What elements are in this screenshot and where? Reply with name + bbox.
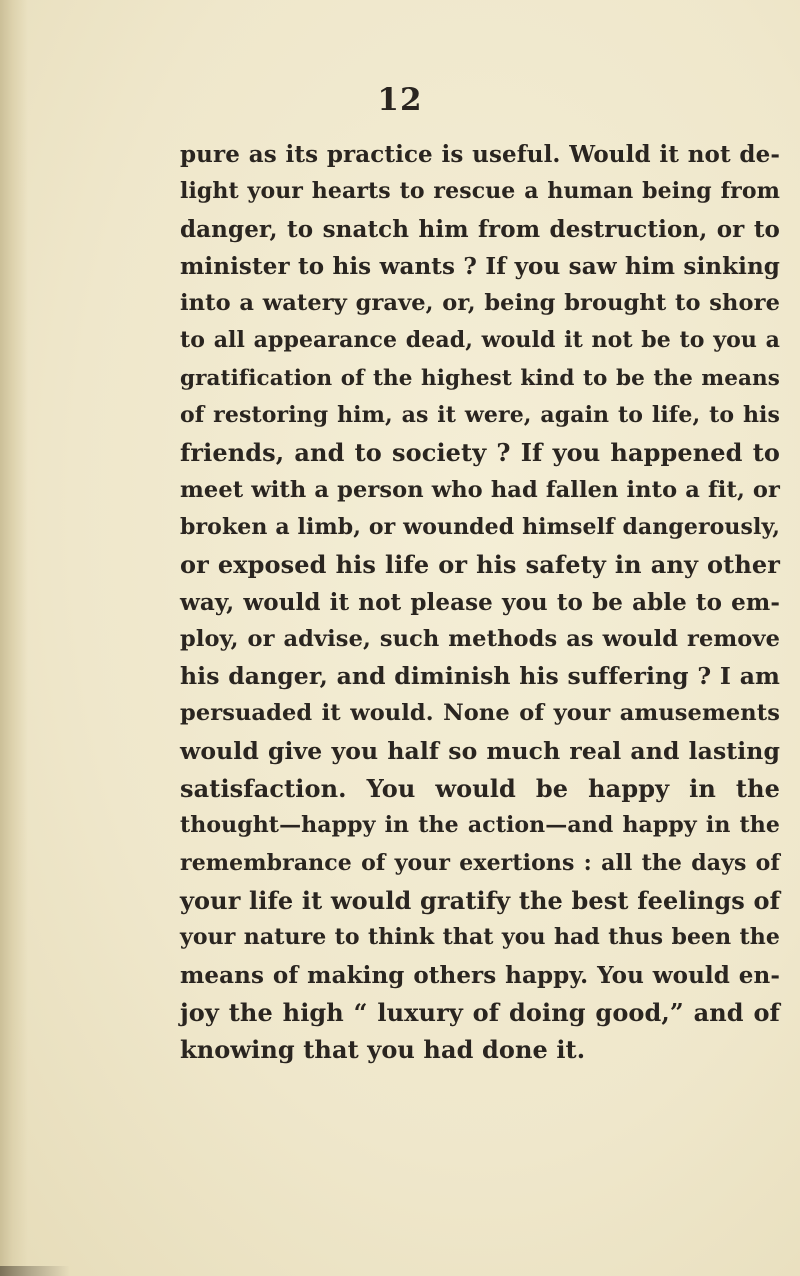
text-line: joy the high “ luxury of doing good,” and of <box>180 997 780 1027</box>
page-number: 12 <box>377 82 423 118</box>
text-line: friends, and to society ? If you happened to <box>180 438 780 468</box>
text-line: broken a limb, or wounded himself dangerously, <box>180 513 780 540</box>
text-line: into a watery grave, or, being brought to shore <box>180 290 780 317</box>
text-line: persuaded it would. None of your amusements <box>180 700 780 727</box>
binding-shadow <box>0 0 28 1276</box>
text-line: your nature to think that you had thus been the <box>180 924 780 951</box>
text-line: pure as its practice is useful. Would it not de- <box>180 141 780 168</box>
text-line: satisfaction. You would be happy in the <box>180 774 780 804</box>
text-line: his danger, and diminish his suffering ? I am <box>180 662 780 691</box>
body-text <box>180 136 780 1068</box>
text-line: way, would it not please you to be able to em- <box>180 588 780 616</box>
text-line: meet with a person who had fallen into a fit, or <box>180 476 780 503</box>
text-line: danger, to snatch him from destruction, or to <box>180 215 780 243</box>
text-line: your life it would gratify the best feelings of <box>180 885 780 915</box>
text-line: means of making others happy. You would en- <box>180 961 780 989</box>
text-line: remembrance of your exertions : all the days of <box>180 849 780 876</box>
text-line: would give you half so much real and lasting <box>180 736 780 765</box>
text-line: minister to his wants ? If you saw him sinking <box>180 252 780 280</box>
text-line: ploy, or advise, such methods as would remove <box>180 625 780 652</box>
text-line: to all appearance dead, would it not be to you a <box>180 327 780 354</box>
page-corner-mark <box>0 1266 70 1276</box>
text-line: knowing that you had done it. <box>180 1035 586 1065</box>
text-line: or exposed his life or his safety in any other <box>180 550 780 580</box>
text-line: thought—happy in the action—and happy in the <box>180 812 780 839</box>
text-line: light your hearts to rescue a human being from <box>180 178 780 205</box>
text-line: of restoring him, as it were, again to life, to his <box>180 402 780 429</box>
text-line: gratification of the highest kind to be the means <box>180 365 780 391</box>
